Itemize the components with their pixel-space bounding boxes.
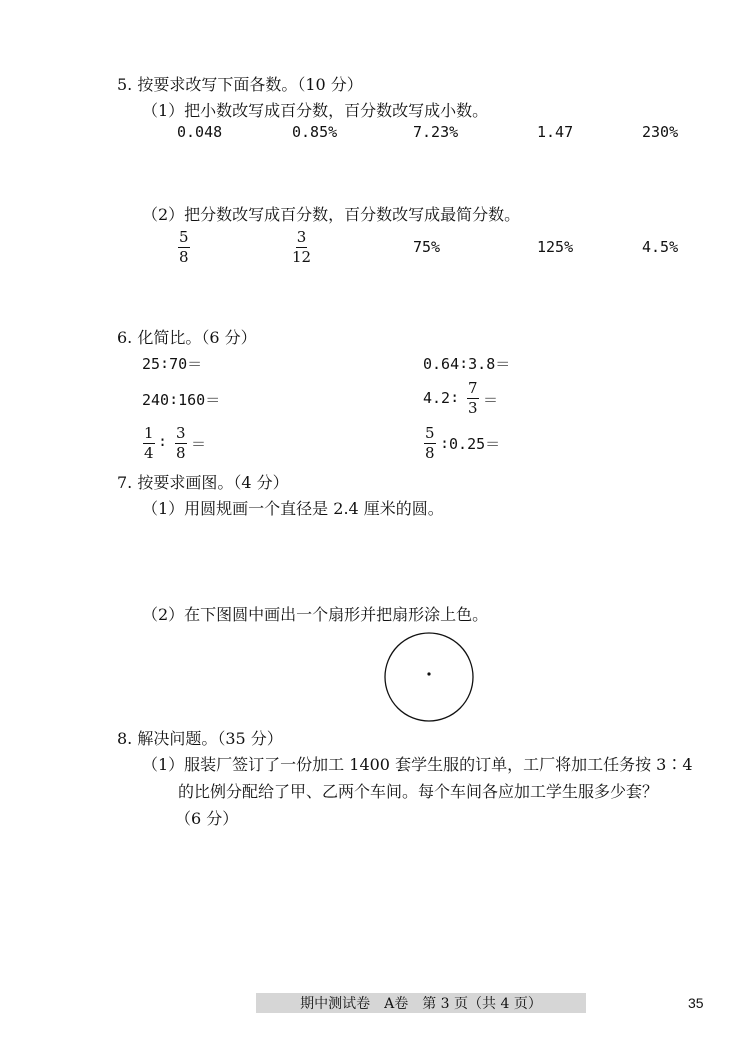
q6-item-a: 25∶70＝ (142, 355, 203, 373)
q6-item-e-suffix: ＝ (191, 435, 207, 453)
q5-p1-item-4: 1.47 (537, 123, 574, 141)
page-number: 35 (688, 995, 704, 1011)
fraction-denominator: 8 (425, 444, 435, 462)
q5-title: 5. 按要求改写下面各数。（10 分） (117, 75, 363, 94)
q8-part1-line3: （6 分） (175, 809, 239, 828)
q5-p1-item-2: 0.85% (292, 123, 338, 141)
circle-center-dot (427, 672, 430, 675)
fraction-denominator: 8 (176, 444, 186, 462)
fraction-numerator: 1 (144, 424, 154, 442)
q8-title: 8. 解决问题。（35 分） (117, 729, 283, 748)
q5-p1-item-5: 230% (642, 123, 679, 141)
q6-item-d-fraction (467, 381, 479, 416)
q6-item-e-separator: ∶ (158, 433, 168, 451)
q5-p1-item-3: 7.23% (413, 123, 459, 141)
q6-item-c: 240∶160＝ (142, 391, 221, 409)
q8-part1-line1: （1）服装厂签订了一份加工 1400 套学生服的订单，工厂将加工任务按 3∶4 (142, 755, 693, 774)
q6-title: 6. 化简比。（6 分） (117, 328, 257, 347)
fraction-numerator: 3 (176, 424, 186, 442)
fraction-numerator: 7 (468, 379, 478, 397)
circle-outline (385, 633, 473, 721)
q6-item-b: 0.64∶3.8＝ (423, 355, 511, 373)
q6-item-e-fraction-1 (143, 426, 155, 461)
q6-item-f-suffix: ∶0.25＝ (440, 435, 501, 453)
fraction-numerator: 5 (179, 228, 189, 246)
fraction-numerator: 3 (296, 228, 307, 246)
fraction-numerator: 5 (425, 424, 435, 442)
q5-p2-item-1: 75% (413, 238, 441, 256)
q6-item-d-suffix: ＝ (483, 391, 499, 409)
q5-p2-item-2: 125% (537, 238, 574, 256)
q5-p2-item-3: 4.5% (642, 238, 679, 256)
q5-p2-fraction-1 (178, 230, 190, 265)
q5-part1-label: （1）把小数改写成百分数，百分数改写成小数。 (142, 101, 489, 120)
circle-diagram (382, 630, 476, 724)
fraction-denominator: 12 (292, 248, 312, 266)
q5-part2-label: （2）把分数改写成百分数，百分数改写成最简分数。 (142, 205, 521, 224)
q8-part1-line2: 的比例分配给了甲、乙两个车间。每个车间各应加工学生服多少套？ (178, 782, 659, 801)
q7-title: 7. 按要求画图。（4 分） (117, 473, 289, 492)
q7-part1-label: （1）用圆规画一个直径是 2.4 厘米的圆。 (142, 499, 444, 518)
q6-item-d-prefix: 4.2∶ (423, 389, 460, 407)
fraction-denominator: 3 (468, 399, 478, 417)
fraction-denominator: 4 (144, 444, 154, 462)
q6-item-e-fraction-2 (175, 426, 187, 461)
footer-bar (256, 993, 586, 1013)
q6-item-f-fraction (424, 426, 436, 461)
q7-part2-label: （2）在下图圆中画出一个扇形并把扇形涂上色。 (142, 605, 489, 624)
q5-p2-fraction-2 (292, 230, 311, 265)
fraction-denominator: 8 (179, 248, 189, 266)
footer-label: 期中测试卷 A卷 第 3 页（共 4 页） (300, 996, 542, 1012)
q5-p1-item-1: 0.048 (177, 123, 223, 141)
